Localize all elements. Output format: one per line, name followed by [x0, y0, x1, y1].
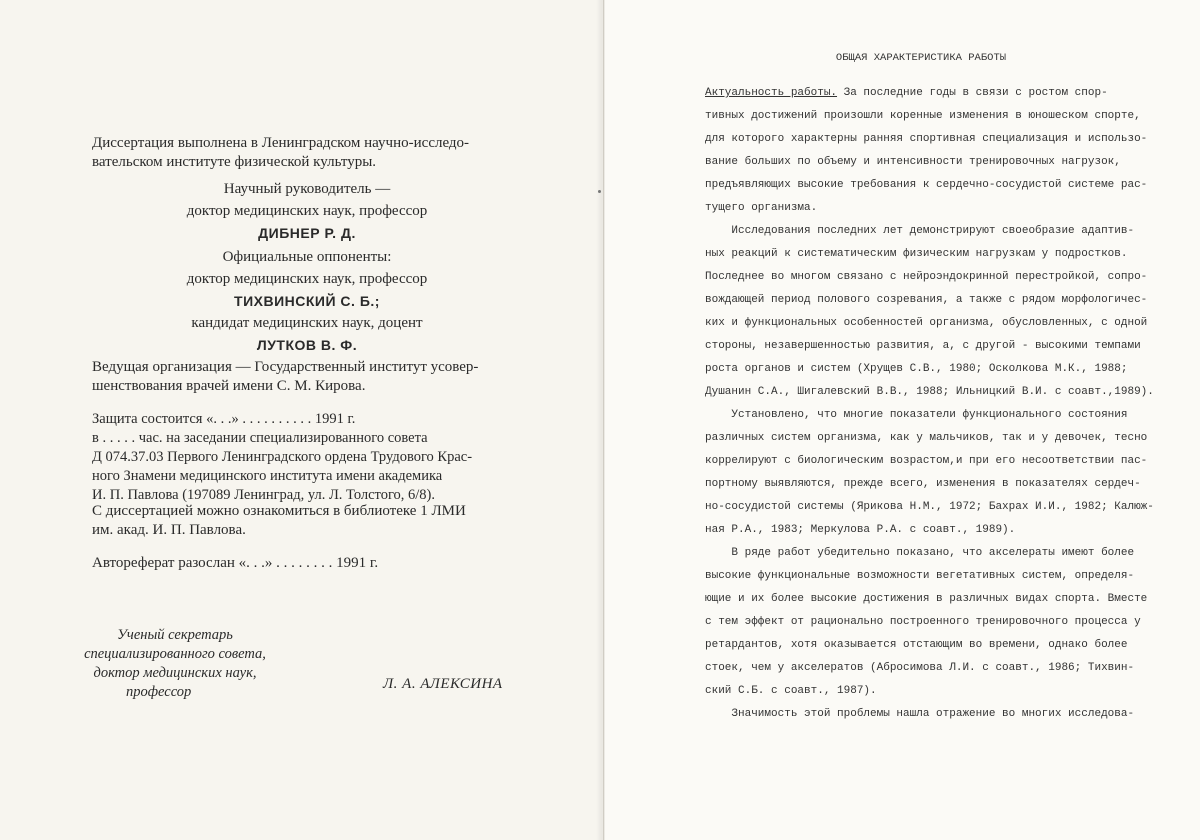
supervisor-label: Научный руководитель —: [223, 181, 391, 197]
text-line: вождающей период полового созревания, а также с рядом морфологичес-: [705, 294, 1148, 306]
text-line: ного Знамени медицинского института имени академика: [92, 468, 443, 484]
text-line: ретардантов, хотя оказывается отстающим во времени, однако более: [705, 639, 1128, 651]
text-line: Ученый секретарь: [117, 627, 233, 643]
text-line: с тем эффект от рационально построенного тренировочного процесса у: [705, 616, 1141, 628]
text-line: Диссертация выполнена в Ленинградском научно-исследо-: [92, 135, 470, 151]
text-line: С диссертацией можно ознакомиться в библиотеке 1 ЛМИ: [92, 503, 466, 519]
text-line: Исследования последних лет демонстрируют своеобразие адаптив-: [705, 225, 1135, 237]
text-line: коррелируют с биологическим возрастом,и при его несоответствии пас-: [705, 455, 1148, 467]
text-line: ский С.Б. с соавт., 1987).: [705, 685, 877, 697]
text-line: доктор медицинских наук,: [93, 665, 257, 681]
text-line: роста органов и систем (Хрущев С.В., 1980; Осколкова М.К., 1988;: [705, 363, 1128, 375]
text-line: высокие функциональные возможности вегетативных систем, определя-: [705, 570, 1135, 582]
text-line: Последнее во многом связано с нейроэндокринной перестройкой, сопро-: [705, 271, 1148, 283]
text-line: предъявляющих высокие требования к сердечно-сосудистой системе рас-: [705, 179, 1148, 191]
defense-info: [92, 410, 522, 505]
opponent1-name: ТИХВИНСКИЙ С. Б.;: [234, 293, 380, 309]
opponent2-name: ЛУТКОВ В. Ф.: [256, 337, 358, 353]
section-title: ОБЩАЯ ХАРАКТЕРИСТИКА РАБОТЫ: [835, 52, 1007, 64]
text-line: Д 074.37.03 Первого Ленинградского ордена Трудового Крас-: [92, 449, 473, 465]
text-line: Автореферат разослан «. . .» . . . . . . . . 1991 г.: [92, 555, 379, 571]
text-line: но-сосудистой системы (Ярикова Н.М., 1972; Бахрах И.И., 1982; Калюж-: [705, 501, 1154, 513]
text-line: ная Р.А., 1983; Меркулова Р.А. с соавт., 1989).: [705, 524, 1016, 536]
text-line: Защита состоится «. . .» . . . . . . . . . . 1991 г.: [92, 411, 356, 427]
text-line: им. акад. И. П. Павлова.: [92, 522, 246, 538]
text-line: вательском институте физической культуры.: [92, 154, 377, 170]
supervisor-block: [92, 180, 522, 243]
opponent2-title: кандидат медицинских наук, доцент: [191, 315, 423, 331]
opponents-label: Официальные оппоненты:: [222, 249, 392, 265]
text-line: портному выявляются, прежде всего, изменения в показателях сердеч-: [705, 478, 1141, 490]
sent-date: [92, 554, 522, 573]
text-line: профессор: [126, 684, 192, 700]
text-line: тущего организма.: [705, 202, 818, 214]
text-line: Душанин С.А., Шигалевский В.В., 1988; Ильницкий В.И. с соавт.,1989).: [705, 386, 1154, 398]
text-line: Значимость этой проблемы нашла отражение во многих исследова-: [705, 708, 1135, 720]
supervisor-title: доктор медицинских наук, профессор: [186, 203, 428, 219]
secretary-name: Л. А. АЛЕКСИНА: [383, 676, 503, 692]
text-line: Установлено, что многие показатели функционального состояния: [705, 409, 1128, 421]
text-line: И. П. Павлова (197089 Ленинград, ул. Л. Толстого, 6/8).: [92, 487, 436, 503]
opponents-block: [92, 248, 522, 355]
text-line: ких и функциональных особенностей организма, обусловленных, с одной: [705, 317, 1148, 329]
text-line: стоек, чем у акселератов (Абросимова Л.И. с соавт., 1986; Тихвин-: [705, 662, 1135, 674]
text-line: шенствования врачей имени С. М. Кирова.: [92, 378, 366, 394]
scan-speck: [598, 190, 601, 193]
text-line: тивных достижений произошли коренные изменения в юношеском спорте,: [705, 110, 1141, 122]
text-line: стороны, незавершенностью развития, а, с другой - высокими темпами: [705, 340, 1141, 352]
lead-organization: [92, 358, 522, 396]
text-line: ющие и их более высокие достижения в различных видах спорта. Вместе: [705, 593, 1148, 605]
relevance-label: Актуальность работы.: [705, 87, 838, 99]
text-line: В ряде работ убедительно показано, что акселераты имеют более: [705, 547, 1135, 559]
text-line: вание больших по объему и интенсивности тренировочных нагрузок,: [705, 156, 1121, 168]
text-line: в . . . . . час. на заседании специализированного совета: [92, 430, 428, 446]
text-line: различных систем организма, как у мальчиков, так и у девочек, тесно: [705, 432, 1148, 444]
text-line: специализированного совета,: [84, 646, 266, 662]
text-line: Ведущая организация — Государственный институт усовер-: [92, 359, 479, 375]
text-line: [705, 82, 1137, 105]
institution-paragraph: [92, 134, 522, 172]
supervisor-name: ДИБНЕР Р. Д.: [258, 225, 356, 241]
text-line: для которого характерны ранняя спортивная специализация и использо-: [705, 133, 1148, 145]
library-info: [92, 502, 522, 540]
opponent1-title: доктор медицинских наук, профессор: [186, 271, 428, 287]
body-text: [705, 82, 1154, 726]
text-line: ных реакций к систематическим физическим нагрузкам у подростков.: [705, 248, 1128, 260]
text-fragment: За последние годы в связи с ростом спор-: [837, 87, 1108, 99]
secretary-block: [70, 626, 280, 702]
